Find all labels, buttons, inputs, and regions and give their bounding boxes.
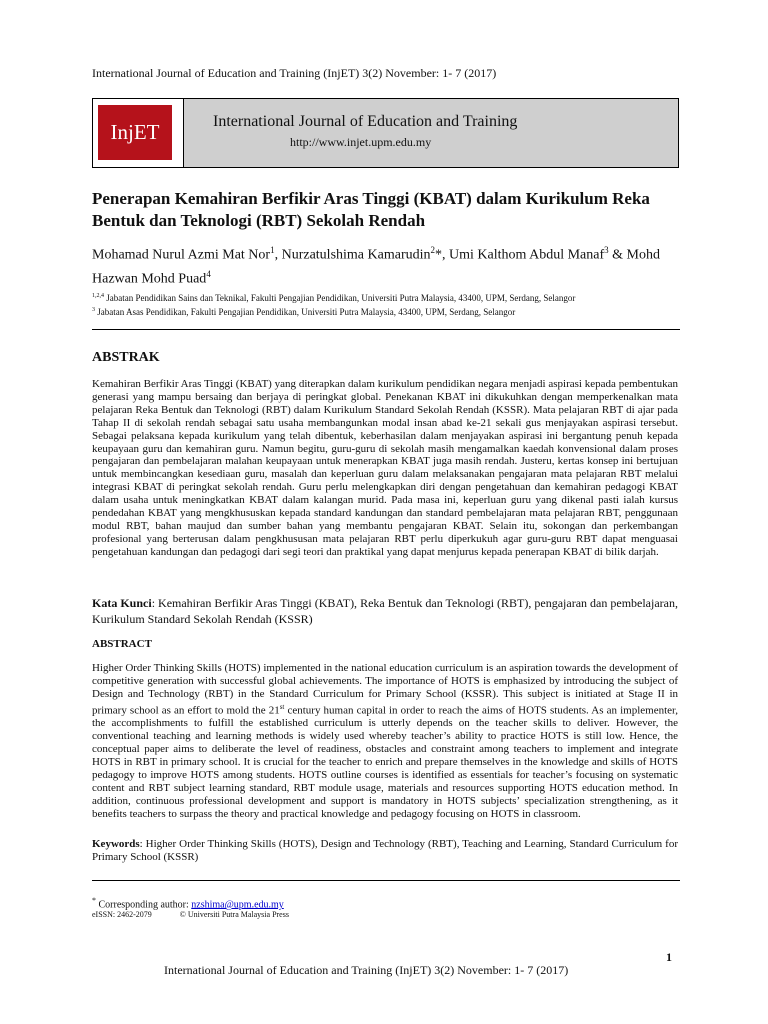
affiliation-2: $^3$ Jabatan Asas Pendidikan, Fakulti Pengajian Pendidikan, Universiti Putra Malaysia, 43400, UPM, Serdang, Selangor [92, 307, 516, 317]
journal-url[interactable]: http://www.injet.upm.edu.my [290, 135, 432, 149]
journal-logo: InjET [98, 105, 172, 160]
page-number: 1 [666, 950, 672, 964]
divider [92, 329, 680, 330]
journal-name: International Journal of Education and Training [213, 113, 518, 130]
author-4: & Mohd Hazwan Mohd Puad [92, 247, 660, 287]
author-2: , Nurzatulshima Kamarudin [274, 247, 431, 263]
paper-title: Penerapan Kemahiran Berfikir Aras Tinggi (KBAT) dalam Kurikulum Reka Bentuk dan Teknologi (RBT) Sekolah Rendah [92, 189, 650, 230]
keywords: Keywords: Higher Order Thinking Skills (HOTS), Design and Technology (RBT), Teaching and Learning, Standard Curriculum for Primary School (KSSR) [92, 838, 678, 863]
affiliation-1: $^{1,2,4}$ Jabatan Pendidikan Sains dan Teknikal, Fakulti Pengajian Pendidikan, Universiti Putra Malaysia, 43400, UPM, Serdang, Selangor [92, 293, 576, 303]
author-1: Mohamad Nurul Azmi Mat Nor [92, 247, 271, 263]
author-list: Mohamad Nurul Azmi Mat Nor$^1$, Nurzatulshima Kamarudin$^2$*, Umi Kalthom Abdul Manaf$^3$ & Mohd Hazwan Mohd Puad$^4$ [92, 245, 660, 287]
corresponding-author: * Corresponding author: nzshima@upm.edu.my [92, 896, 284, 911]
author-3: *, Umi Kalthom Abdul Manaf [435, 247, 605, 263]
abstrak-text: Kemahiran Berfikir Aras Tinggi (KBAT) yang diterapkan dalam kurikulum pendidikan negara menjadi aspirasi kepada pembentukan generasi yang mampu bersaing dan berjaya di peringkat global. Penekanan KBAT ini dikukuhkan dengan memperkenalkan mata pelajaran Reka Bentuk dan Teknologi (RBT) dalam Kurikulum Standard Sekolah Rendah (KSSR). Mata pelajaran RBT di ajar pada Tahap II di sekolah rendah sebagai satu usaha membangunkan modal insan abad ke-21 sekali gus menjayakan aspirasi tersebut. Sebagai pelaksana kepada kurikulum yang telah dibentuk, keberhasilan dalam menjayakan aspirasi ini bergantung penuh kepada keupayaan guru dan kemahiran guru. Namun begitu, guru-guru di sekolah masih mengamalkan kaedah konvensional dalam proses pengajaran dan pembelajaran malahan keupayaan untuk menerapkan KBAT juga masih rendah. Justeru, kertas konsep ini bertujuan untuk membincangkan kesediaan guru, masalah dan keperluan guru dalam melaksanakan pengajaran mata pelajaran RBT melalui integrasi KBAT di peringkat sekolah rendah. Guru perlu melengkapkan diri dengan pengetahuan dan kemahiran pedagogi KBAT dalam usaha untuk meningkatkan KBAT dalam kalangan murid. Pada masa ini, keperluan guru yang dikenal pasti ialah kursus pendedahan KBAT yang mengkhususkan kepada standard kandungan dan standard pembelajaran mata pelajaran RBT, penggunaan modul RBT, bahan maujud dan sumber bahan yang membantu pengajaran KBAT. Selain itu, sokongan dan perkembangan profesional yang berterusan dalam pengkhususan mata pelajaran RBT perlu diperkukuh agar guru-guru RBT dapat menguasai pengetahuan kandungan dan pedagogi dari segi teori dan praktikal yang dapat menjurus kepada penerapan KBAT di bilik darjah. [92, 378, 678, 558]
logo-box [93, 99, 184, 167]
affiliations [92, 290, 575, 318]
issn-line: eISSN: 2462-2079 © Universiti Putra Malaysia Press [92, 910, 289, 919]
running-footer: International Journal of Education and Training (InjET) 3(2) November: 1- 7 (2017) [164, 963, 569, 977]
kata-kunci: Kata Kunci: Kemahiran Berfikir Aras Tinggi (KBAT), Reka Bentuk dan Teknologi (RBT), pengajaran dan pembelajaran, Kurikulum Standard Sekolah Rendah (KSSR) [92, 596, 678, 626]
author-email-link[interactable]: nzshima@upm.edu.my [191, 899, 284, 911]
abstrak-heading: ABSTRAK [92, 350, 160, 365]
abstract-text: Higher Order Thinking Skills (HOTS) implemented in the national education curriculum is an aspiration towards the development of competitive generation with successful global achievements. The importance of HOTS is emphasized by introducing the subject of Design and Technology (RBT) in the Standard Curriculum for Primary School (KSSR). This subject is initiated at Stage II in primary school as an effort to mold the 21st century human capital in order to reach the aims of HOTS students. As an implementer, the accomplishments to fulfill the established curriculum is utterly depends on the teacher skills to deliver. However, the conventional teaching and learning methods is widely used whereby teacher’s ability to practice HOTS is still low. Hence, the conceptual paper aims to deliberate the level of readiness, obstacles and constraint among teachers to implement and integrate HOTS in RBT in primary school. It is crucial for the teacher to enrich and prepare themselves in the knowledge and skills of HOTS pedagogy to improve HOTS among students. HOTS outline courses is identified as essentials for teacher’s focusing on systematic content and RBT subject learning standard, RBT module usage, materials and resources supporting HOTS education method. In addition, continuous professional development and support is mandatory in HOTS subjects’ specialization strengthening, as it benefits teachers to surpass the theory and practical knowledge and pedagogy focusing on HOTS in classroom. [92, 662, 678, 820]
footnote-divider [92, 880, 680, 881]
abstract-heading: ABSTRACT [92, 638, 152, 650]
running-head: International Journal of Education and Training (InjET) 3(2) November: 1- 7 (2017) [92, 66, 497, 80]
journal-banner [92, 98, 679, 168]
